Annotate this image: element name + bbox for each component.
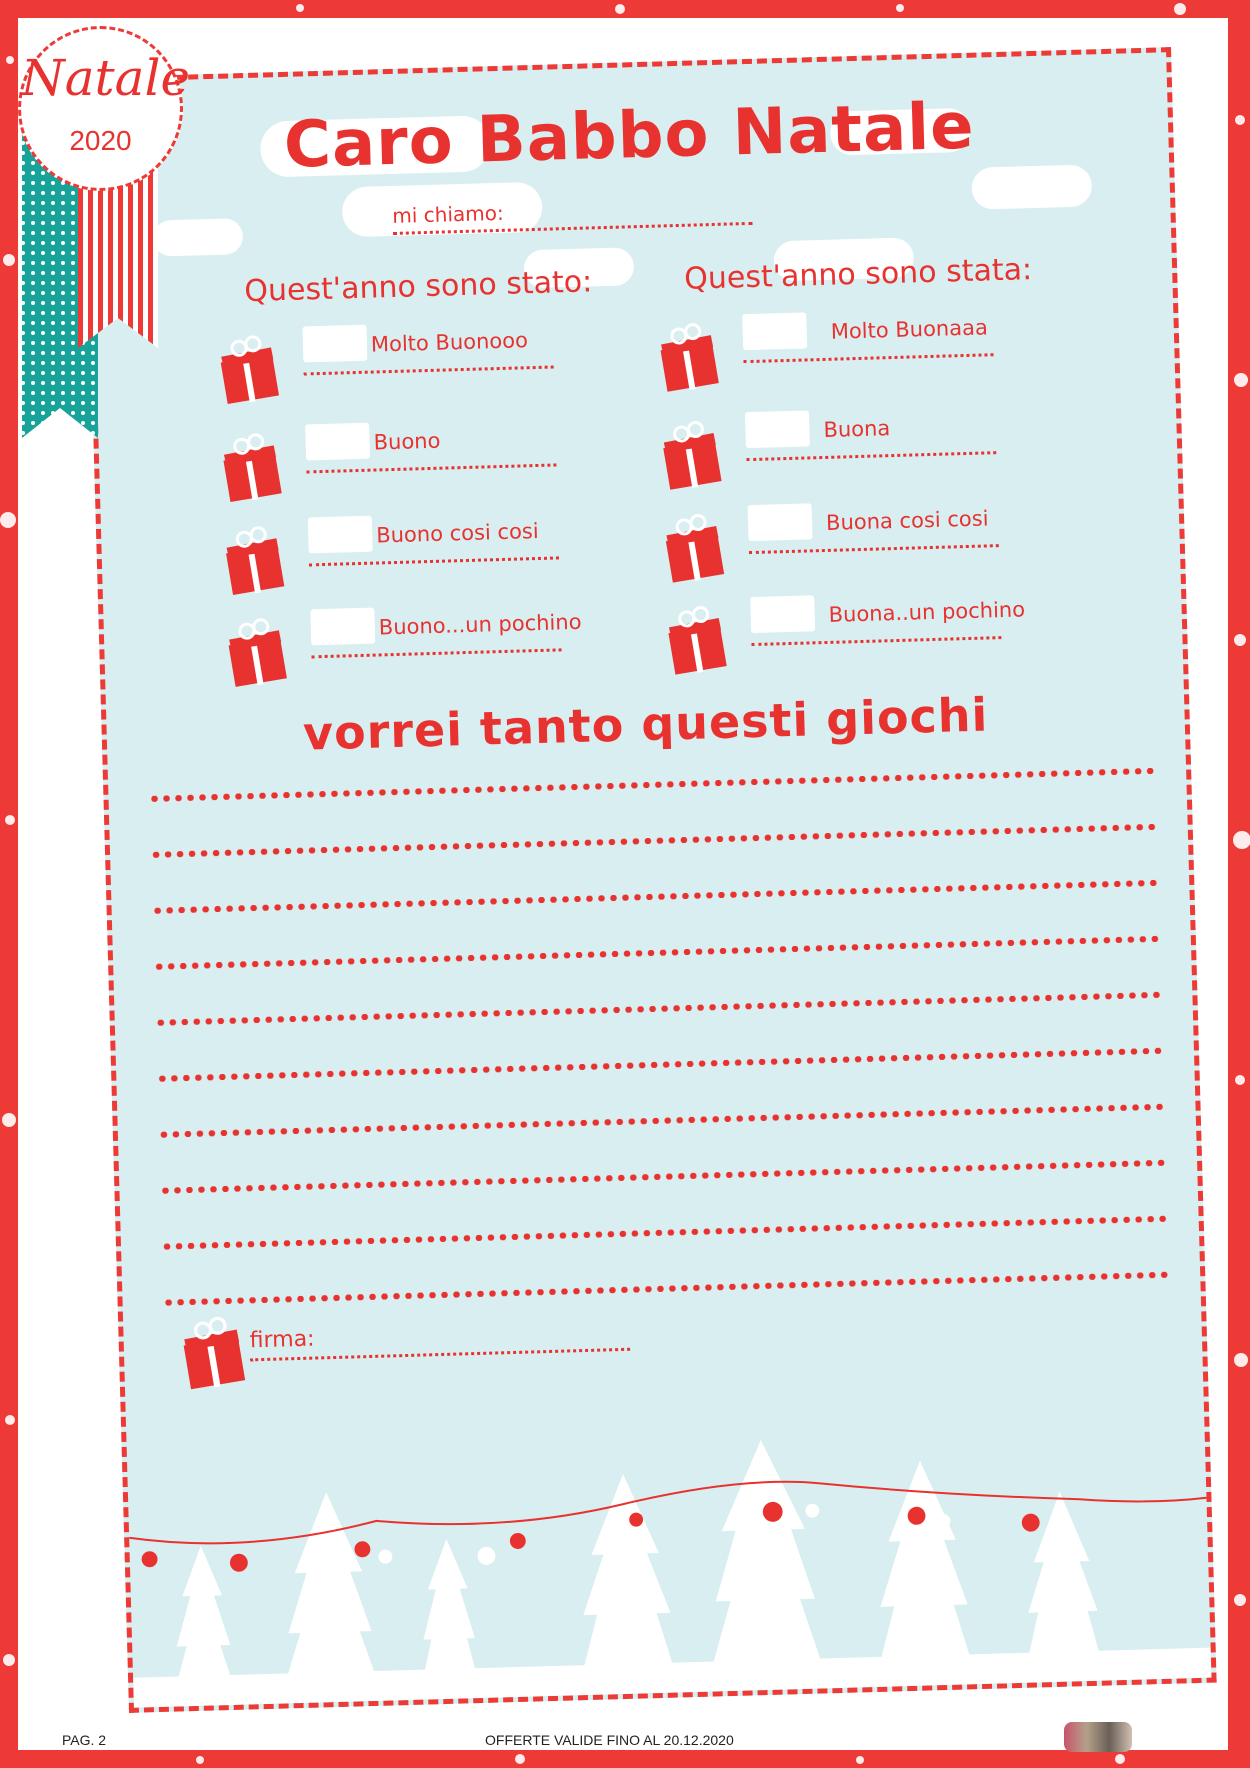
left-heading: Quest'anno sono stato:	[243, 264, 593, 310]
signature-label: firma:	[249, 1326, 315, 1354]
wish-line[interactable]	[161, 1216, 1171, 1250]
dotted-line	[306, 463, 556, 473]
wish-line[interactable]	[163, 1272, 1173, 1306]
option-left-3[interactable]	[216, 510, 558, 599]
natale-badge	[18, 26, 191, 191]
gift-icon	[219, 616, 293, 690]
dotted-line	[744, 353, 994, 363]
option-left-1[interactable]	[210, 320, 552, 409]
wish-line[interactable]	[156, 1048, 1166, 1082]
gift-icon	[653, 419, 727, 493]
dotted-line	[304, 365, 554, 375]
wish-line[interactable]	[152, 880, 1162, 914]
gift-icon	[211, 333, 285, 407]
brand-logo	[1064, 1722, 1132, 1752]
option-label: Buono...un pochino	[378, 609, 582, 640]
wish-line[interactable]	[155, 992, 1165, 1026]
option-label: Molto Buonooo	[370, 328, 529, 357]
wish-line[interactable]	[158, 1104, 1168, 1138]
option-label: Buona..un pochino	[828, 597, 1026, 627]
badge-year: 2020	[69, 125, 132, 156]
option-label: Buono cosi cosi	[375, 518, 539, 548]
dotted-line	[312, 648, 562, 658]
footer-validity: OFFERTE VALIDE FINO AL 20.12.2020	[485, 1732, 734, 1748]
gift-icon	[216, 524, 290, 598]
letter-sheet	[83, 47, 1216, 1713]
option-left-4[interactable]	[218, 602, 582, 691]
dotted-line	[749, 544, 999, 554]
dotted-line	[309, 556, 559, 566]
option-right-2[interactable]	[653, 405, 995, 494]
letter-title: Caro Babbo Natale	[282, 89, 976, 183]
checkbox-tag[interactable]	[305, 423, 370, 461]
gift-icon	[658, 604, 732, 678]
page-sheet	[18, 18, 1228, 1750]
dotted-line	[746, 451, 996, 461]
wish-title: vorrei tanto questi giochi	[302, 687, 989, 761]
winter-trees-scene	[127, 1418, 1212, 1708]
gift-icon	[650, 321, 724, 395]
name-label: mi chiamo:	[392, 200, 504, 228]
dotted-line	[751, 636, 1001, 646]
right-heading: Quest'anno sono stata:	[683, 252, 1033, 297]
option-right-1[interactable]	[650, 307, 992, 396]
checkbox-tag[interactable]	[310, 608, 375, 646]
checkbox-tag[interactable]	[750, 595, 815, 633]
checkbox-tag[interactable]	[302, 325, 367, 363]
gift-icon	[213, 431, 287, 505]
badge-word: Natale	[21, 49, 191, 107]
checkbox-tag[interactable]	[742, 312, 807, 350]
checkbox-tag[interactable]	[748, 503, 813, 541]
footer-page: PAG. 2	[62, 1732, 107, 1748]
option-label: Buono	[373, 428, 441, 455]
option-right-3[interactable]	[656, 498, 998, 587]
wish-line[interactable]	[148, 768, 1158, 802]
option-right-4[interactable]	[658, 590, 1026, 679]
gift-icon	[656, 512, 730, 586]
option-label: Molto Buonaaa	[830, 315, 989, 344]
option-label: Buona	[823, 416, 891, 442]
wish-line[interactable]	[150, 824, 1160, 858]
option-label: Buona cosi cosi	[825, 506, 989, 535]
option-left-2[interactable]	[213, 418, 555, 507]
checkbox-tag[interactable]	[745, 410, 810, 448]
checkbox-tag[interactable]	[308, 516, 373, 554]
cloud	[152, 218, 243, 256]
wish-line[interactable]	[153, 936, 1163, 970]
wish-line[interactable]	[159, 1160, 1169, 1194]
cloud	[971, 164, 1092, 209]
gift-icon	[173, 1314, 251, 1392]
